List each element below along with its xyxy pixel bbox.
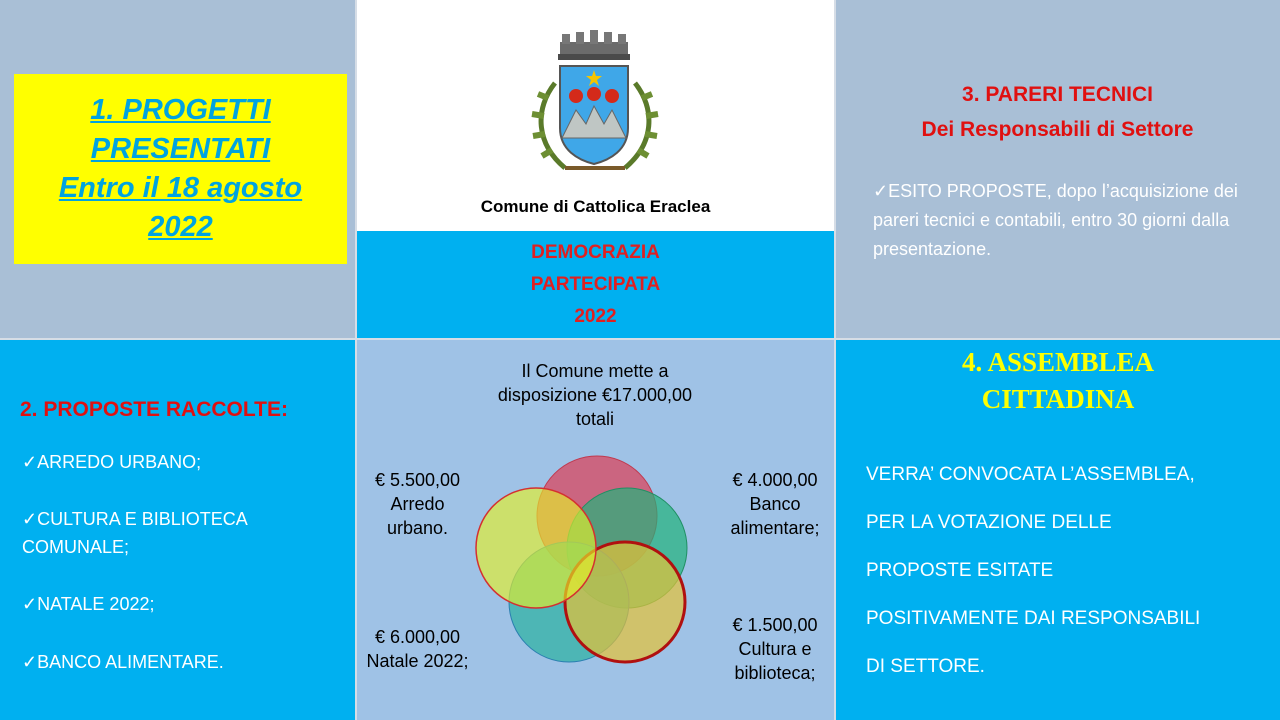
budget-arredo xyxy=(350,468,485,540)
budget-label: Cultura e xyxy=(738,639,812,659)
pareri-panel xyxy=(835,0,1280,339)
proposte-item: ✓BANCO ALIMENTARE. xyxy=(22,652,224,672)
budget-intro-line: totali xyxy=(575,409,615,429)
assemblea-subtitle: CITTADINA xyxy=(981,384,1135,414)
proposte-item: ✓CULTURA E BIBLIOTECA COMUNALE; xyxy=(22,509,247,557)
assemblea-title: 4. ASSEMBLEA xyxy=(961,347,1155,377)
democrazia-line: 2022 xyxy=(574,306,617,327)
progetti-line: Entro il 18 agosto xyxy=(58,172,303,204)
assemblea-line: PROPOSTE ESITATE xyxy=(866,560,1054,581)
assemblea-line: DI SETTORE. xyxy=(866,656,985,677)
democrazia-line: PARTECIPATA xyxy=(530,274,661,295)
venn-circle xyxy=(476,488,596,608)
proposte-item: ✓ARREDO URBANO; xyxy=(22,452,202,472)
budget-label: urbano. xyxy=(386,518,449,538)
budget-label: Natale 2022; xyxy=(366,651,469,671)
coat-of-arms-icon xyxy=(520,28,670,188)
democrazia-line: DEMOCRAZIA xyxy=(531,242,660,263)
venn-diagram xyxy=(470,450,690,670)
progetti-box xyxy=(14,74,347,264)
divider xyxy=(355,0,357,720)
progetti-line: PRESENTATI xyxy=(90,133,271,165)
budget-intro xyxy=(440,359,750,431)
assemblea-line: VERRA’ CONVOCATA L’ASSEMBLEA, xyxy=(866,464,1195,485)
proposte-title: 2. PROPOSTE RACCOLTE: xyxy=(20,398,288,421)
budget-intro-line: Il Comune mette a xyxy=(521,361,669,381)
progetti-line: 2022 xyxy=(148,211,213,243)
assemblea-line: POSITIVAMENTE DAI RESPONSABILI xyxy=(866,608,1201,629)
budget-cultura xyxy=(705,613,845,685)
assemblea-line: PER LA VOTAZIONE DELLE xyxy=(866,512,1112,533)
progetti-line: 1. PROGETTI xyxy=(90,94,271,126)
budget-banco xyxy=(705,468,845,540)
budget-amount: € 6.000,00 xyxy=(374,627,461,647)
comune-name: Comune di Cattolica Eraclea xyxy=(480,197,711,216)
budget-intro-line: disposizione €17.000,00 xyxy=(497,385,693,405)
pareri-title: 3. PARERI TECNICI xyxy=(962,83,1153,106)
budget-label: biblioteca; xyxy=(734,663,816,683)
budget-amount: € 1.500,00 xyxy=(732,615,818,635)
budget-label: alimentare; xyxy=(730,518,820,538)
pareri-body: ✓ESITO PROPOSTE, dopo l’acquisizione dei pareri tecnici e contabili, entro 30 giorni dalla presentazione. xyxy=(873,181,1238,259)
budget-amount: € 5.500,00 xyxy=(374,470,461,490)
budget-amount: € 4.000,00 xyxy=(732,470,818,490)
budget-label: Banco xyxy=(749,494,801,514)
pareri-subtitle: Dei Responsabili di Settore xyxy=(921,118,1194,141)
divider xyxy=(0,338,1280,340)
budget-label: Arredo xyxy=(390,494,445,514)
budget-natale xyxy=(350,625,485,673)
proposte-item: ✓NATALE 2022; xyxy=(22,594,155,614)
